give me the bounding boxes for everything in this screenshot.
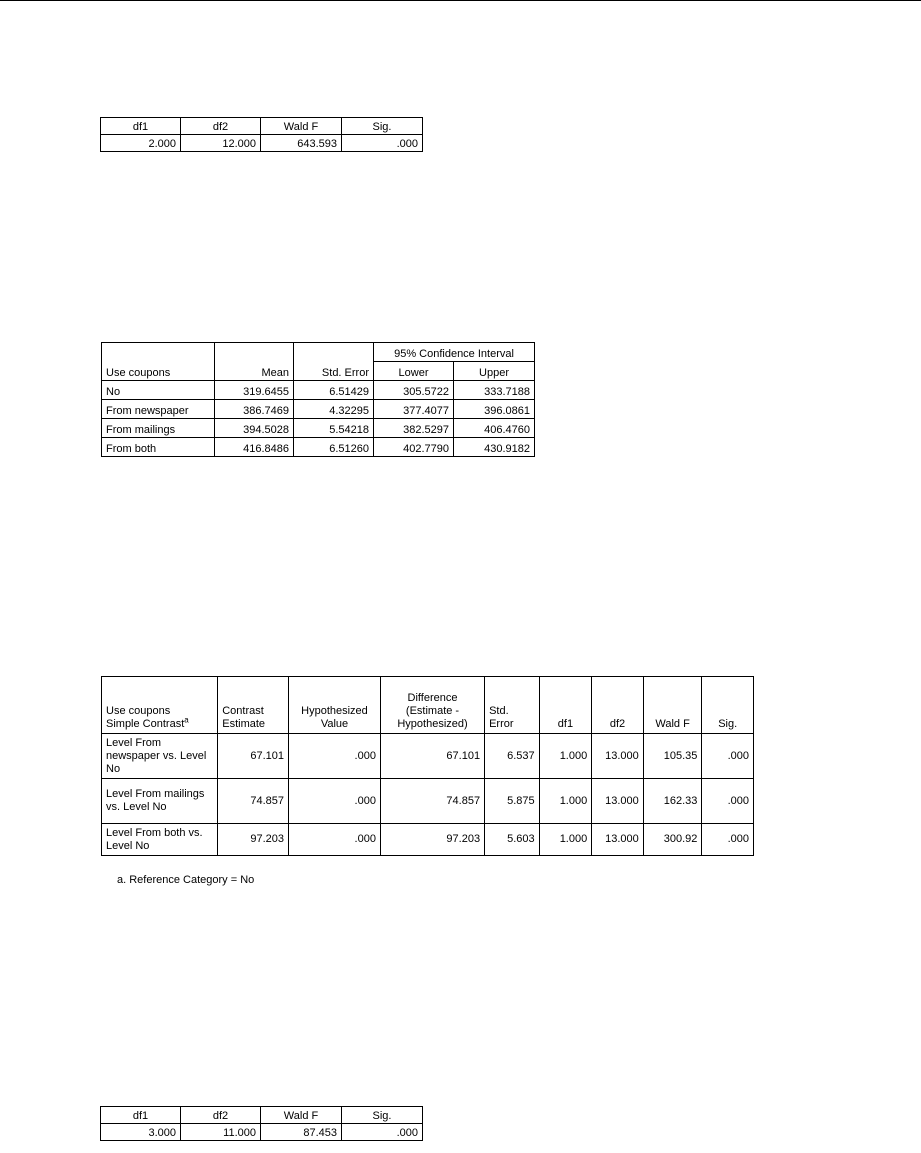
table-row xyxy=(102,824,754,856)
col-header-mean: Mean xyxy=(215,343,294,381)
col-header-lower: Lower xyxy=(374,362,454,381)
col-header-use-coupons xyxy=(102,677,218,734)
col-header-df1: df1 xyxy=(101,118,181,135)
table-header-row xyxy=(101,118,423,135)
table-row xyxy=(102,400,535,419)
cell-contrast-estimate: 97.203 xyxy=(218,824,289,856)
col-header-wald-f: Wald F xyxy=(643,677,702,734)
cell-hypothesized-value: .000 xyxy=(288,779,380,824)
cell-upper: 396.0861 xyxy=(454,400,535,419)
header-line-1: Use coupons xyxy=(106,705,171,717)
header-line-2: Simple Contrast xyxy=(106,718,185,730)
col-header-hypothesized-value: Hypothesized Value xyxy=(288,677,380,734)
row-label: From newspaper xyxy=(102,400,215,419)
cell-wald-f: 300.92 xyxy=(643,824,702,856)
table-header-group-row xyxy=(102,343,535,362)
cell-df1: 1.000 xyxy=(539,824,592,856)
table-row xyxy=(102,419,535,438)
row-label: Level From newspaper vs. Level No xyxy=(102,734,218,779)
col-header-std-error: Std. Error xyxy=(485,677,540,734)
cell-difference: 67.101 xyxy=(380,734,484,779)
table-row xyxy=(102,438,535,457)
cell-df1: 1.000 xyxy=(539,734,592,779)
cell-std-error: 5.54218 xyxy=(294,419,374,438)
col-header-difference: Difference (Estimate - Hypothesized) xyxy=(380,677,484,734)
cell-df2: 11.000 xyxy=(181,1124,261,1141)
cell-lower: 305.5722 xyxy=(374,381,454,400)
table-row xyxy=(101,135,423,152)
contrast-table xyxy=(101,676,754,856)
cell-upper: 430.9182 xyxy=(454,438,535,457)
cell-df2: 13.000 xyxy=(592,734,644,779)
cell-std-error: 5.603 xyxy=(485,824,540,856)
cell-sig: .000 xyxy=(342,1124,423,1141)
col-header-df1: df1 xyxy=(539,677,592,734)
col-header-sig: Sig. xyxy=(342,1107,423,1124)
table-footnote: a. Reference Category = No xyxy=(117,874,255,886)
col-header-df1: df1 xyxy=(101,1107,181,1124)
cell-hypothesized-value: .000 xyxy=(288,824,380,856)
cell-contrast-estimate: 74.857 xyxy=(218,779,289,824)
cell-contrast-estimate: 67.101 xyxy=(218,734,289,779)
col-header-wald-f: Wald F xyxy=(261,1107,342,1124)
cell-wald-f: 87.453 xyxy=(261,1124,342,1141)
col-header-std-error: Std. Error xyxy=(294,343,374,381)
cell-sig: .000 xyxy=(702,734,754,779)
cell-std-error: 6.51429 xyxy=(294,381,374,400)
col-header-upper: Upper xyxy=(454,362,535,381)
cell-hypothesized-value: .000 xyxy=(288,734,380,779)
table-row xyxy=(102,779,754,824)
col-header-contrast-estimate: Contrast Estimate xyxy=(218,677,289,734)
cell-df2: 12.000 xyxy=(181,135,261,152)
wald-test-table-2 xyxy=(100,1106,423,1141)
cell-sig: .000 xyxy=(342,135,423,152)
table-header-row xyxy=(102,677,754,734)
col-header-df2: df2 xyxy=(592,677,644,734)
cell-upper: 406.4760 xyxy=(454,419,535,438)
cell-std-error: 6.537 xyxy=(485,734,540,779)
row-label: Level From mailings vs. Level No xyxy=(102,779,218,824)
col-header-sig: Sig. xyxy=(702,677,754,734)
cell-mean: 416.8486 xyxy=(215,438,294,457)
cell-lower: 402.7790 xyxy=(374,438,454,457)
cell-df2: 13.000 xyxy=(592,779,644,824)
table-row xyxy=(102,381,535,400)
cell-upper: 333.7188 xyxy=(454,381,535,400)
cell-std-error: 6.51260 xyxy=(294,438,374,457)
cell-lower: 382.5297 xyxy=(374,419,454,438)
cell-difference: 97.203 xyxy=(380,824,484,856)
row-label: From mailings xyxy=(102,419,215,438)
col-group-confidence-interval: 95% Confidence Interval xyxy=(374,343,535,362)
cell-df1: 2.000 xyxy=(101,135,181,152)
cell-std-error: 5.875 xyxy=(485,779,540,824)
row-label: From both xyxy=(102,438,215,457)
table-header-row xyxy=(101,1107,423,1124)
cell-mean: 394.5028 xyxy=(215,419,294,438)
cell-wald-f: 105.35 xyxy=(643,734,702,779)
table-row xyxy=(101,1124,423,1141)
col-header-wald-f: Wald F xyxy=(261,118,342,135)
cell-wald-f: 643.593 xyxy=(261,135,342,152)
cell-wald-f: 162.33 xyxy=(643,779,702,824)
col-header-use-coupons: Use coupons xyxy=(102,343,215,381)
cell-lower: 377.4077 xyxy=(374,400,454,419)
top-rule xyxy=(0,0,921,1)
cell-std-error: 4.32295 xyxy=(294,400,374,419)
cell-df2: 13.000 xyxy=(592,824,644,856)
cell-df1: 3.000 xyxy=(101,1124,181,1141)
cell-sig: .000 xyxy=(702,824,754,856)
row-label: Level From both vs. Level No xyxy=(102,824,218,856)
cell-difference: 74.857 xyxy=(380,779,484,824)
table-row xyxy=(102,734,754,779)
col-header-df2: df2 xyxy=(181,118,261,135)
cell-sig: .000 xyxy=(702,779,754,824)
cell-mean: 386.7469 xyxy=(215,400,294,419)
wald-test-table-1 xyxy=(100,117,423,152)
row-label: No xyxy=(102,381,215,400)
cell-df1: 1.000 xyxy=(539,779,592,824)
estimates-table xyxy=(101,342,535,457)
col-header-df2: df2 xyxy=(181,1107,261,1124)
col-header-sig: Sig. xyxy=(342,118,423,135)
footnote-marker: a xyxy=(184,715,189,725)
cell-mean: 319.6455 xyxy=(215,381,294,400)
